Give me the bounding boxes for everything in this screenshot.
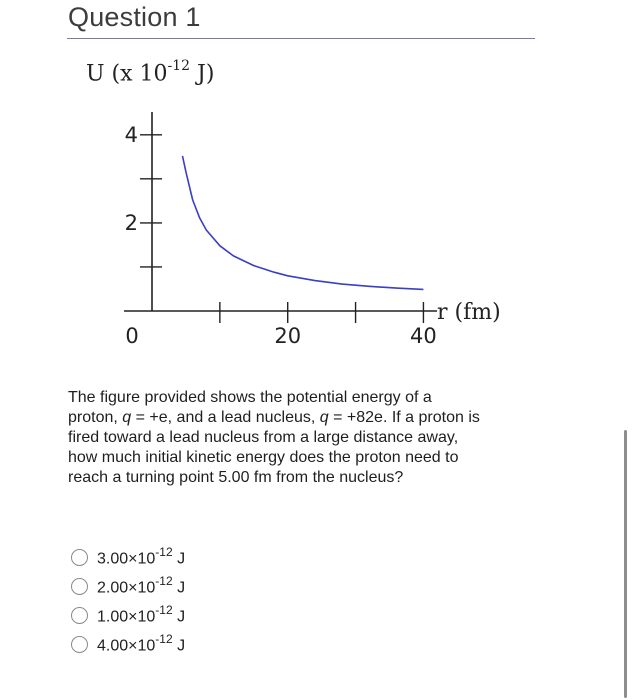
- y-axis-label-exponent: -12: [167, 58, 191, 74]
- question-line: [68, 408, 548, 428]
- question-text: [68, 388, 548, 488]
- option-unit: J: [172, 550, 186, 568]
- answer-option-label: [97, 575, 185, 597]
- answer-option[interactable]: [71, 630, 185, 659]
- option-exponent: -12: [155, 632, 173, 647]
- answer-option-label: [97, 633, 185, 655]
- option-unit: J: [172, 579, 186, 597]
- answer-option-label: [97, 546, 185, 568]
- question-line-part: proton,: [68, 409, 123, 426]
- answer-option-label: [97, 604, 185, 626]
- question-line-part: = +82e. If a proton is: [328, 409, 480, 426]
- question-line-part: = +e, and a lead nucleus,: [131, 409, 320, 426]
- option-exponent: -12: [155, 603, 173, 618]
- question-title: Question 1: [68, 2, 201, 32]
- y-tick-label: 2: [124, 210, 138, 235]
- question-line: how much initial kinetic energy does the proton need to: [68, 449, 459, 466]
- y-axis-label-prefix: U (x 10: [86, 61, 168, 87]
- y-axis-label-suffix: J): [190, 61, 215, 87]
- q-variable: q: [319, 409, 329, 426]
- option-unit: J: [172, 637, 186, 655]
- x-tick-label: 20: [274, 324, 302, 348]
- radio-button[interactable]: [71, 578, 88, 595]
- x-tick-label: 0: [125, 324, 139, 348]
- answer-option[interactable]: [71, 601, 185, 630]
- answer-option[interactable]: [71, 572, 185, 601]
- question-line: The figure provided shows the potential energy of a: [68, 389, 432, 406]
- x-axis-label: r (fm): [437, 300, 501, 325]
- option-mantissa: 3.00×10: [97, 550, 156, 568]
- radio-button[interactable]: [71, 607, 88, 624]
- x-tick-label: 40: [410, 324, 437, 348]
- option-unit: J: [172, 608, 186, 626]
- radio-button[interactable]: [71, 636, 88, 653]
- y-tick-label: 4: [124, 122, 138, 147]
- answer-options: [71, 543, 185, 659]
- option-exponent: -12: [155, 545, 173, 560]
- question-line: reach a turning point 5.00 fm from the nucleus?: [68, 469, 404, 486]
- option-mantissa: 2.00×10: [97, 579, 156, 597]
- option-mantissa: 4.00×10: [97, 637, 156, 655]
- question-line: fired toward a lead nucleus from a large distance away,: [68, 429, 459, 446]
- radio-button[interactable]: [71, 549, 88, 566]
- answer-option[interactable]: [71, 543, 185, 572]
- potential-energy-curve: [183, 156, 424, 289]
- option-exponent: -12: [155, 574, 173, 589]
- option-mantissa: 1.00×10: [97, 608, 156, 626]
- scrollbar[interactable]: [624, 430, 627, 698]
- q-variable: q: [122, 409, 132, 426]
